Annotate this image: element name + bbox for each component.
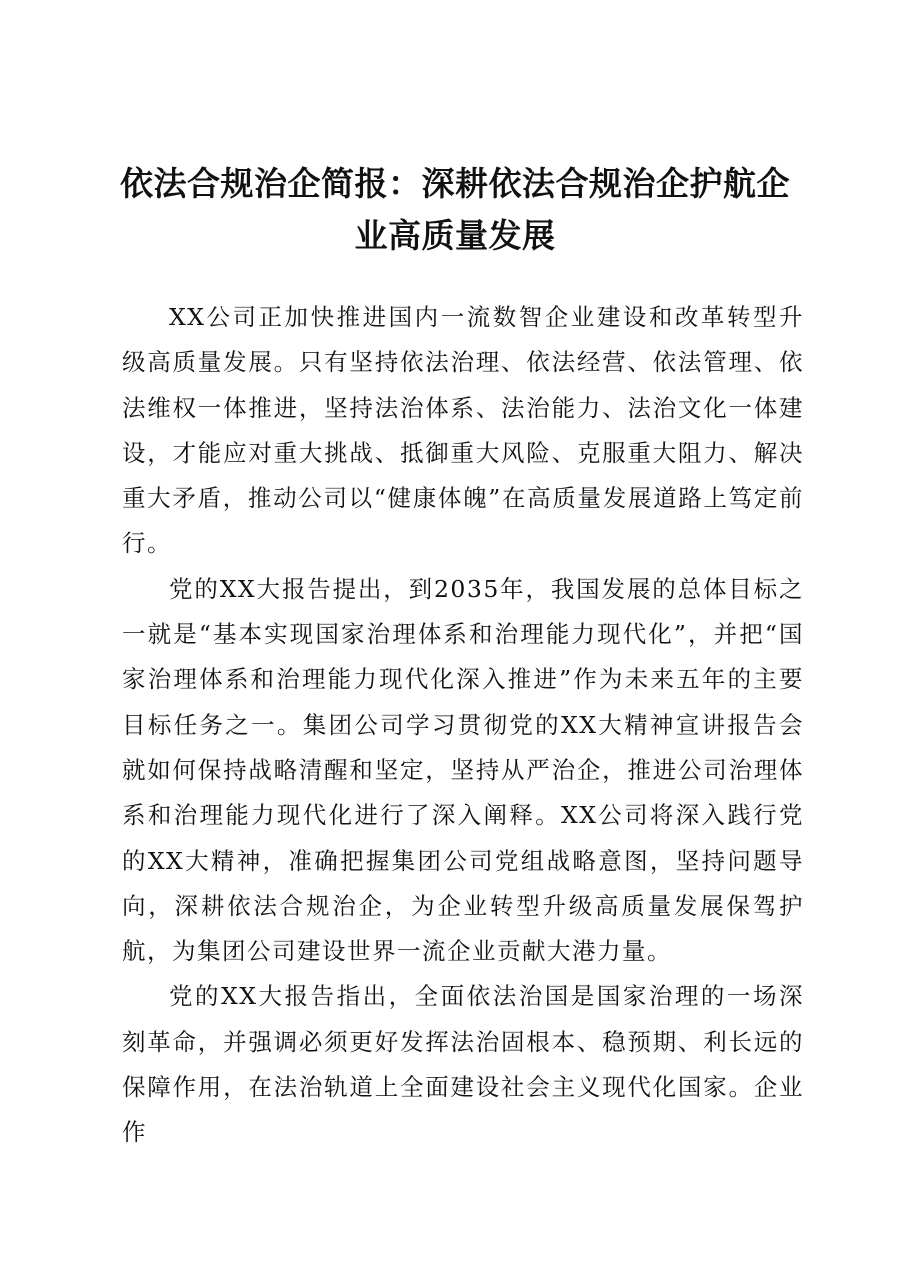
paragraph-2: 党的XX大报告提出，到2035年，我国发展的总体目标之一就是“基本实现国家治理体系和治理能力现代化”，并把“国家治理体系和治理能力现代化深入推进”作为未来五年的主要目标任务之一。集团公司学习贯彻党的XX大精神宣讲报告会就如何保持战略清醒和坚定，坚持从严治企，推进公司治理体系和治理能力现代化进行了深入阐释。XX公司将深入践行党的XX大精神，准确把握集团公司党组战略意图，坚持问题导向，深耕依法合规治企，为企业转型升级高质量发展保驾护航，为集团公司建设世界一流企业贡献大港力量。 — [122, 574, 804, 966]
document-title: 依法合规治企简报：深耕依法合规治企护航企业高质量发展 — [120, 164, 790, 255]
paragraph-1: XX公司正加快推进国内一流数智企业建设和改革转型升级高质量发展。只有坚持依法治理、依法经营、依法管理、依法维权一体推进，坚持法治体系、法治能力、法治文化一体建设，才能应对重大挑战、抵御重大风险、克服重大阻力、解决重大矛盾，推动公司以“健康体魄”在高质量发展道路上笃定前行。 — [122, 303, 804, 558]
paragraph-3: 党的XX大报告指出，全面依法治国是国家治理的一场深刻革命，并强调必须更好发挥法治固根本、稳预期、利长远的保障作用，在法治轨道上全面建设社会主义现代化国家。企业作 — [122, 982, 804, 1147]
document-body — [122, 295, 804, 1156]
